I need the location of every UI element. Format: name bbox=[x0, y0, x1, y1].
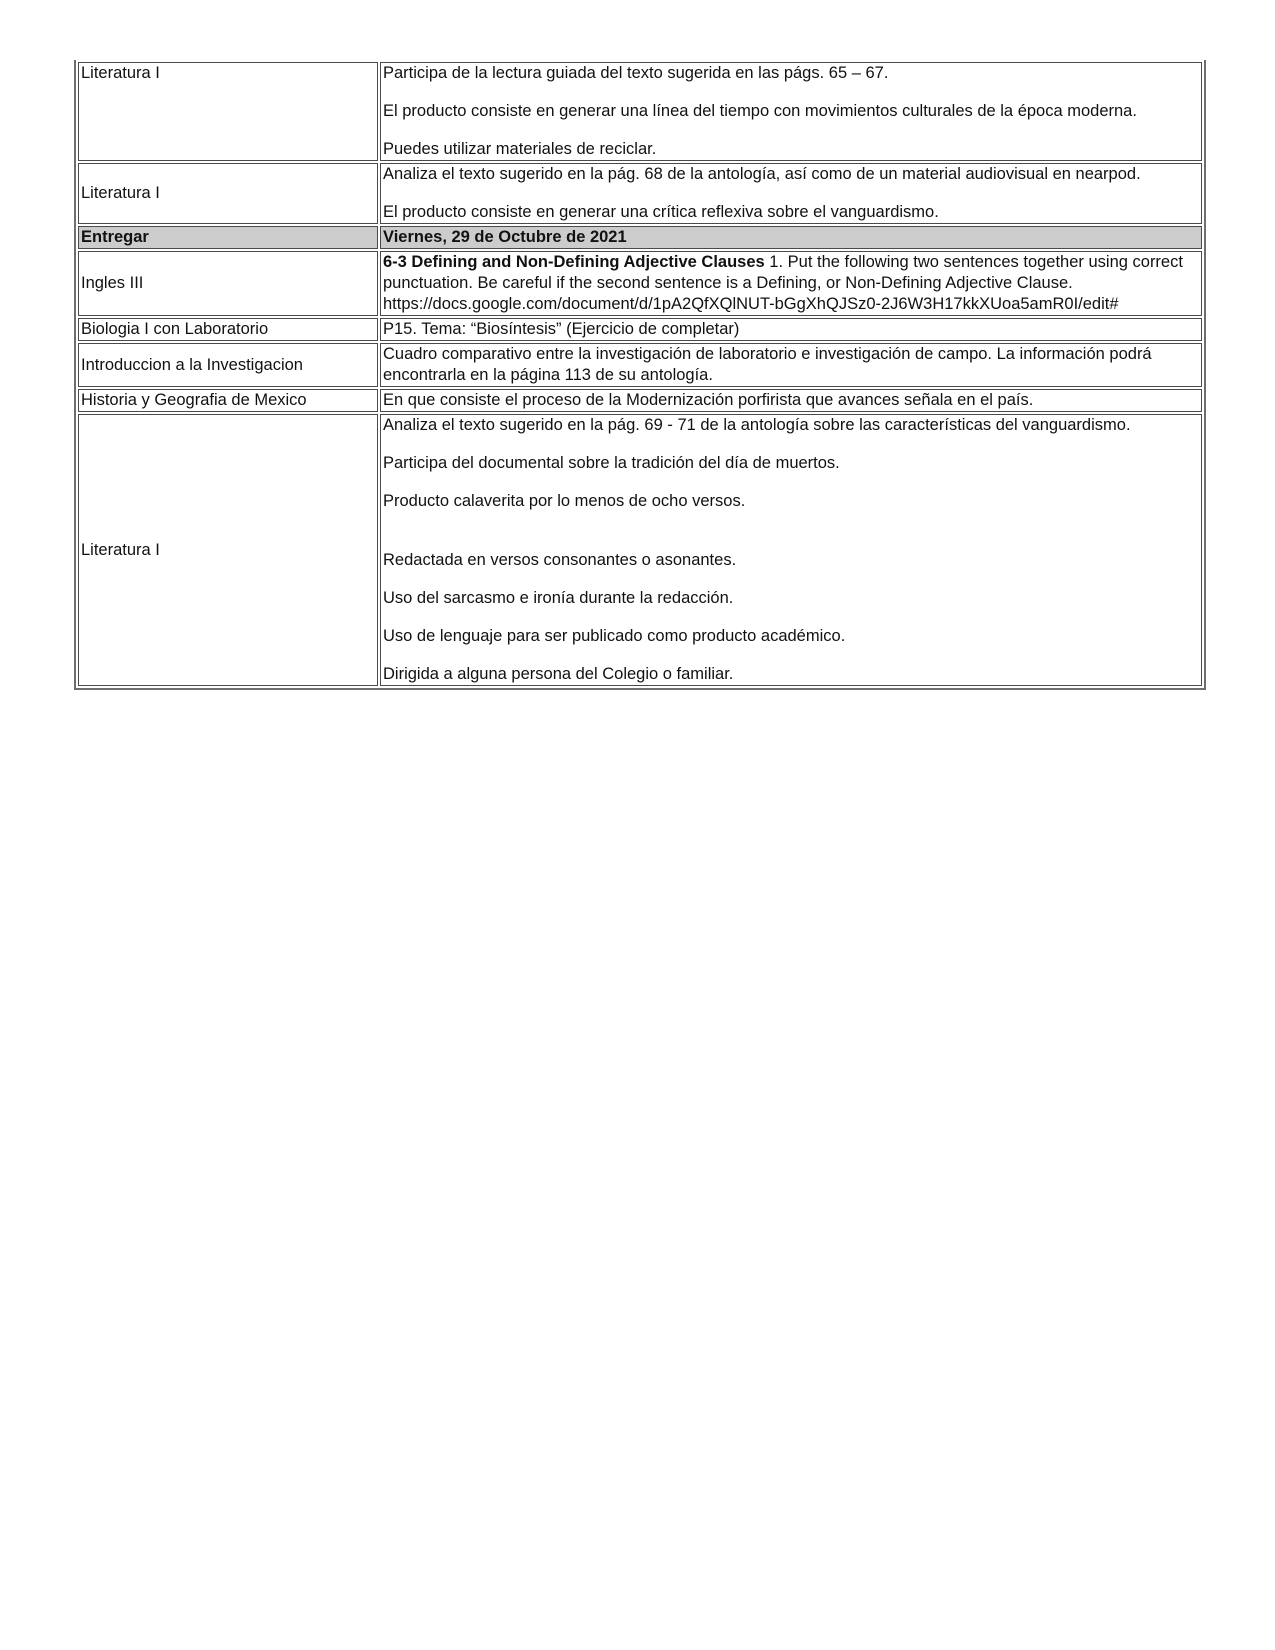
table-row bbox=[78, 343, 1202, 387]
task-paragraph: Producto calaverita por lo menos de ocho versos. bbox=[383, 492, 746, 510]
task-paragraph: Dirigida a alguna persona del Colegio o familiar. bbox=[383, 665, 734, 683]
task-paragraph: El producto consiste en generar una crítica reflexiva sobre el vanguardismo. bbox=[383, 203, 939, 221]
table-row bbox=[78, 163, 1202, 224]
task-paragraph: El producto consiste en generar una línea del tiempo con movimientos culturales de la época moderna. bbox=[383, 102, 1137, 120]
assignment-instructions: 1. Put the following two sentences together using correct punctuation. Be careful if the second sentence is a Defining, or Non-Defining Adjective Clause. https://docs.google.com/document/d/1pA2QfXQlNUT-bGgXhQJSz0-2J6W3H17kkXUoa5amR0I/edit# bbox=[383, 253, 1183, 313]
delivery-heading-row bbox=[78, 226, 1202, 249]
task-cell: Cuadro comparativo entre la investigación de laboratorio e investigación de campo. La información podrá encontrarla en la página 113 de su antología. bbox=[380, 343, 1202, 387]
homework-table bbox=[74, 60, 1206, 690]
subject-cell: Literatura I bbox=[78, 62, 378, 161]
task-cell: En que consiste el proceso de la Modernización porfirista que avances señala en el país. bbox=[380, 389, 1202, 412]
subject-cell: Ingles III bbox=[78, 251, 378, 316]
table-row bbox=[78, 414, 1202, 686]
subject-cell: Introduccion a la Investigacion bbox=[78, 343, 378, 387]
subject-cell: Literatura I bbox=[78, 414, 378, 686]
task-paragraph: Redactada en versos consonantes o asonantes. bbox=[383, 551, 737, 569]
table-row bbox=[78, 251, 1202, 316]
delivery-label: Entregar bbox=[78, 226, 378, 249]
subject-cell: Biologia I con Laboratorio bbox=[78, 318, 378, 341]
table-row bbox=[78, 62, 1202, 161]
task-paragraph: Participa de la lectura guiada del texto sugerida en las págs. 65 – 67. bbox=[383, 64, 889, 82]
task-cell bbox=[380, 251, 1202, 316]
task-cell bbox=[380, 414, 1202, 686]
task-paragraph: Puedes utilizar materiales de reciclar. bbox=[383, 140, 657, 158]
task-cell bbox=[380, 62, 1202, 161]
assignment-title: 6-3 Defining and Non-Defining Adjective Clauses bbox=[383, 253, 765, 271]
blank-space bbox=[383, 512, 1199, 550]
task-paragraph: Uso del sarcasmo e ironía durante la redacción. bbox=[383, 589, 734, 607]
table-row bbox=[78, 389, 1202, 412]
task-paragraph: Participa del documental sobre la tradición del día de muertos. bbox=[383, 454, 840, 472]
task-cell bbox=[380, 163, 1202, 224]
task-cell: P15. Tema: “Biosíntesis” (Ejercicio de completar) bbox=[380, 318, 1202, 341]
subject-cell: Literatura I bbox=[78, 163, 378, 224]
delivery-date: Viernes, 29 de Octubre de 2021 bbox=[380, 226, 1202, 249]
table-row bbox=[78, 318, 1202, 341]
task-paragraph: Uso de lenguaje para ser publicado como producto académico. bbox=[383, 627, 846, 645]
task-paragraph: Analiza el texto sugerido en la pág. 68 de la antología, así como de un material audiovisual en nearpod. bbox=[383, 165, 1141, 183]
subject-cell: Historia y Geografia de Mexico bbox=[78, 389, 378, 412]
task-paragraph: Analiza el texto sugerido en la pág. 69 - 71 de la antología sobre las características del vanguardismo. bbox=[383, 416, 1131, 434]
